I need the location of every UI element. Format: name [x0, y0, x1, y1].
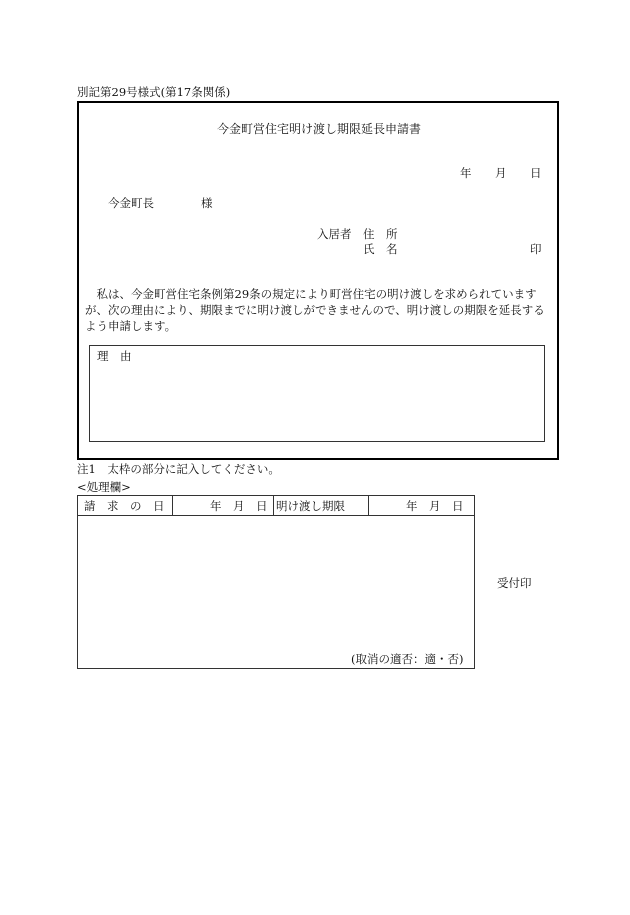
deadline-label: 明け渡し期限 [276, 499, 345, 513]
name-label: 氏 名 [363, 242, 398, 256]
processing-table [77, 495, 475, 669]
form-title: 今金町営住宅明け渡し期限延長申請書 [217, 122, 422, 136]
seal-mark: 印 [530, 242, 542, 256]
cancellation-note: (取消の適否：適・否) [351, 652, 464, 666]
reason-box [89, 345, 545, 442]
date-month: 月 [495, 166, 507, 180]
date-day: 日 [530, 166, 542, 180]
deadline-value: 年 月 日 [406, 499, 464, 513]
address-label: 住 所 [363, 227, 398, 241]
header-divider [78, 515, 474, 516]
request-statement: 私は、今金町営住宅条例第29条の規定により町営住宅の明け渡しを求められていますが、次の理由により、期限までに明け渡しができませんので、明け渡しの期限を延長するよう申請します。 [85, 287, 545, 333]
applicant-label: 入居者 [317, 227, 352, 241]
addressee-suffix: 様 [201, 196, 213, 210]
instruction-note: 注1 太枠の部分に記入してください。 [77, 462, 280, 476]
reason-label: 理 由 [97, 349, 132, 363]
receipt-stamp-label: 受付印 [497, 576, 532, 590]
request-date-label: 請 求 の 日 [84, 499, 165, 513]
column-divider [273, 496, 274, 515]
column-divider [368, 496, 369, 515]
date-year: 年 [460, 166, 472, 180]
request-date-value: 年 月 日 [210, 499, 268, 513]
column-divider [172, 496, 173, 515]
addressee: 今金町長 [108, 196, 154, 210]
form-header: 別記第29号様式(第17条関係) [77, 85, 231, 99]
processing-section-label: <処理欄> [77, 480, 131, 494]
